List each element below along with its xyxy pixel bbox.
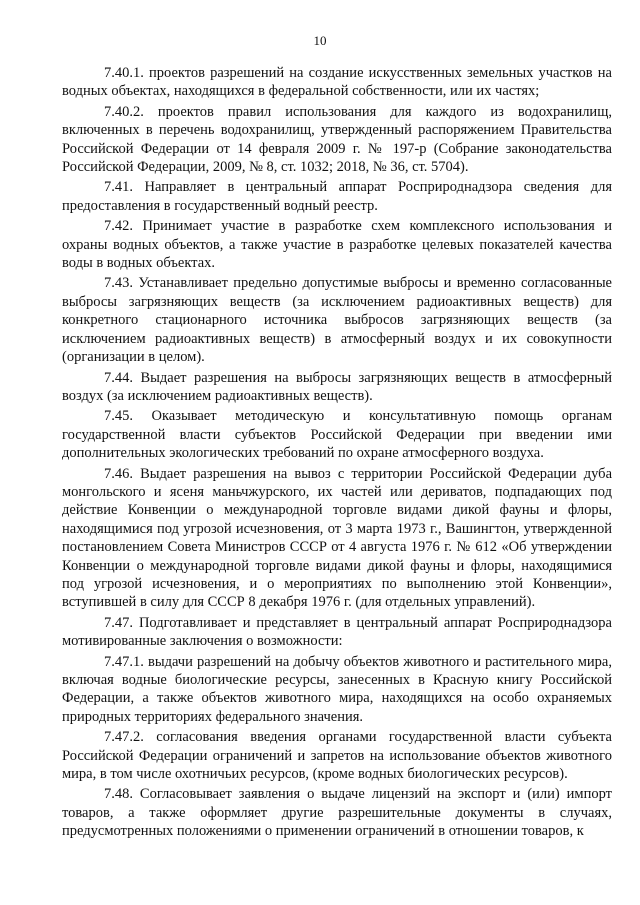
paragraph-7-42: 7.42. Принимает участие в разработке схем комплексного использования и охраны водных объектов, а также участие в разработке целевых показателей качества воды в водных объектах. xyxy=(62,218,612,272)
document-body xyxy=(62,64,612,843)
paragraph-7-47-2: 7.47.2. согласования введения органами государственной власти субъекта Российской Федерации ограничений и запретов на использование объектов животного мира, в том числе охотничьих ресурсов, (кроме водных биологических ресурсов). xyxy=(62,729,612,783)
paragraph-7-47: 7.47. Подготавливает и представляет в центральный аппарат Росприроднадзора мотивированные заключения о возможности: xyxy=(62,614,612,650)
paragraph-7-46: 7.46. Выдает разрешения на вывоз с территории Российской Федерации дуба монгольского и ясеня маньчжурского, их частей или дериватов, подпадающих под действие Конвенции о международной торговле видами дикой фауны и флоры, находящимися под угрозой исчезновения, от 3 марта 1973 г., Вашингтон, утвержденной постановлением Совета Министров СССР от 4 августа 1976 г. № 612 «Об утверждении Конвенции о международной торговле видами дикой фауны и флоры, находящимися под угрозой исчезновения, и о мероприятиях по выполнению этой Конвенции», вступившей в силу для СССР 8 декабря 1976 г. (для отдельных управлений). xyxy=(62,465,612,611)
paragraph-7-44: 7.44. Выдает разрешения на выбросы загрязняющих веществ в атмосферный воздух (за исключением радиоактивных веществ). xyxy=(62,369,612,404)
paragraph-7-48: 7.48. Согласовывает заявления о выдаче лицензий на экспорт и (или) импорт товаров, а также оформляет другие разрешительные документы в случаях, предусмотренных положениями о применении ограничений в отношении товаров, к xyxy=(62,786,612,840)
paragraph-7-43: 7.43. Устанавливает предельно допустимые выбросы и временно согласованные выбросы загрязняющих веществ (за исключением радиоактивных веществ) для конкретного стационарного источника выбросов загрязняющих веществ (за исключением радиоактивных веществ) в атмосферный воздух и их совокупности (организации в целом). xyxy=(62,275,612,366)
paragraph-7-41: 7.41. Направляет в центральный аппарат Росприроднадзора сведения для предоставления в государственный водный реестр. xyxy=(62,179,612,214)
paragraph-7-47-1: 7.47.1. выдачи разрешений на добычу объектов животного и растительного мира, включая водные биологические ресурсы, занесенных в Красную книгу Российской Федерации, а также объектов животного мира, находящихся на особо охраняемых природных территориях федерального значения. xyxy=(62,653,612,725)
paragraph-7-40-2: 7.40.2. проектов правил использования для каждого из водохранилищ, включенных в перечень водохранилищ, утвержденный распоряжением Правительства Российской Федерации от 14 февраля 2009 г. № 197-р (Собрание законодательства Российской Федерации, 2009, № 8, ст. 1032; 2018, № 36, ст. 5704). xyxy=(62,103,612,176)
paragraph-7-40-1: 7.40.1. проектов разрешений на создание искусственных земельных участков на водных объектах, находящихся в федеральной собственности, или их частях; xyxy=(62,65,612,100)
paragraph-7-45: 7.45. Оказывает методическую и консультативную помощь органам государственной власти субъектов Российской Федерации при введении ими дополнительных экологических требований по охране атмосферного воздуха. xyxy=(62,408,612,462)
page-number: 10 xyxy=(313,33,327,48)
